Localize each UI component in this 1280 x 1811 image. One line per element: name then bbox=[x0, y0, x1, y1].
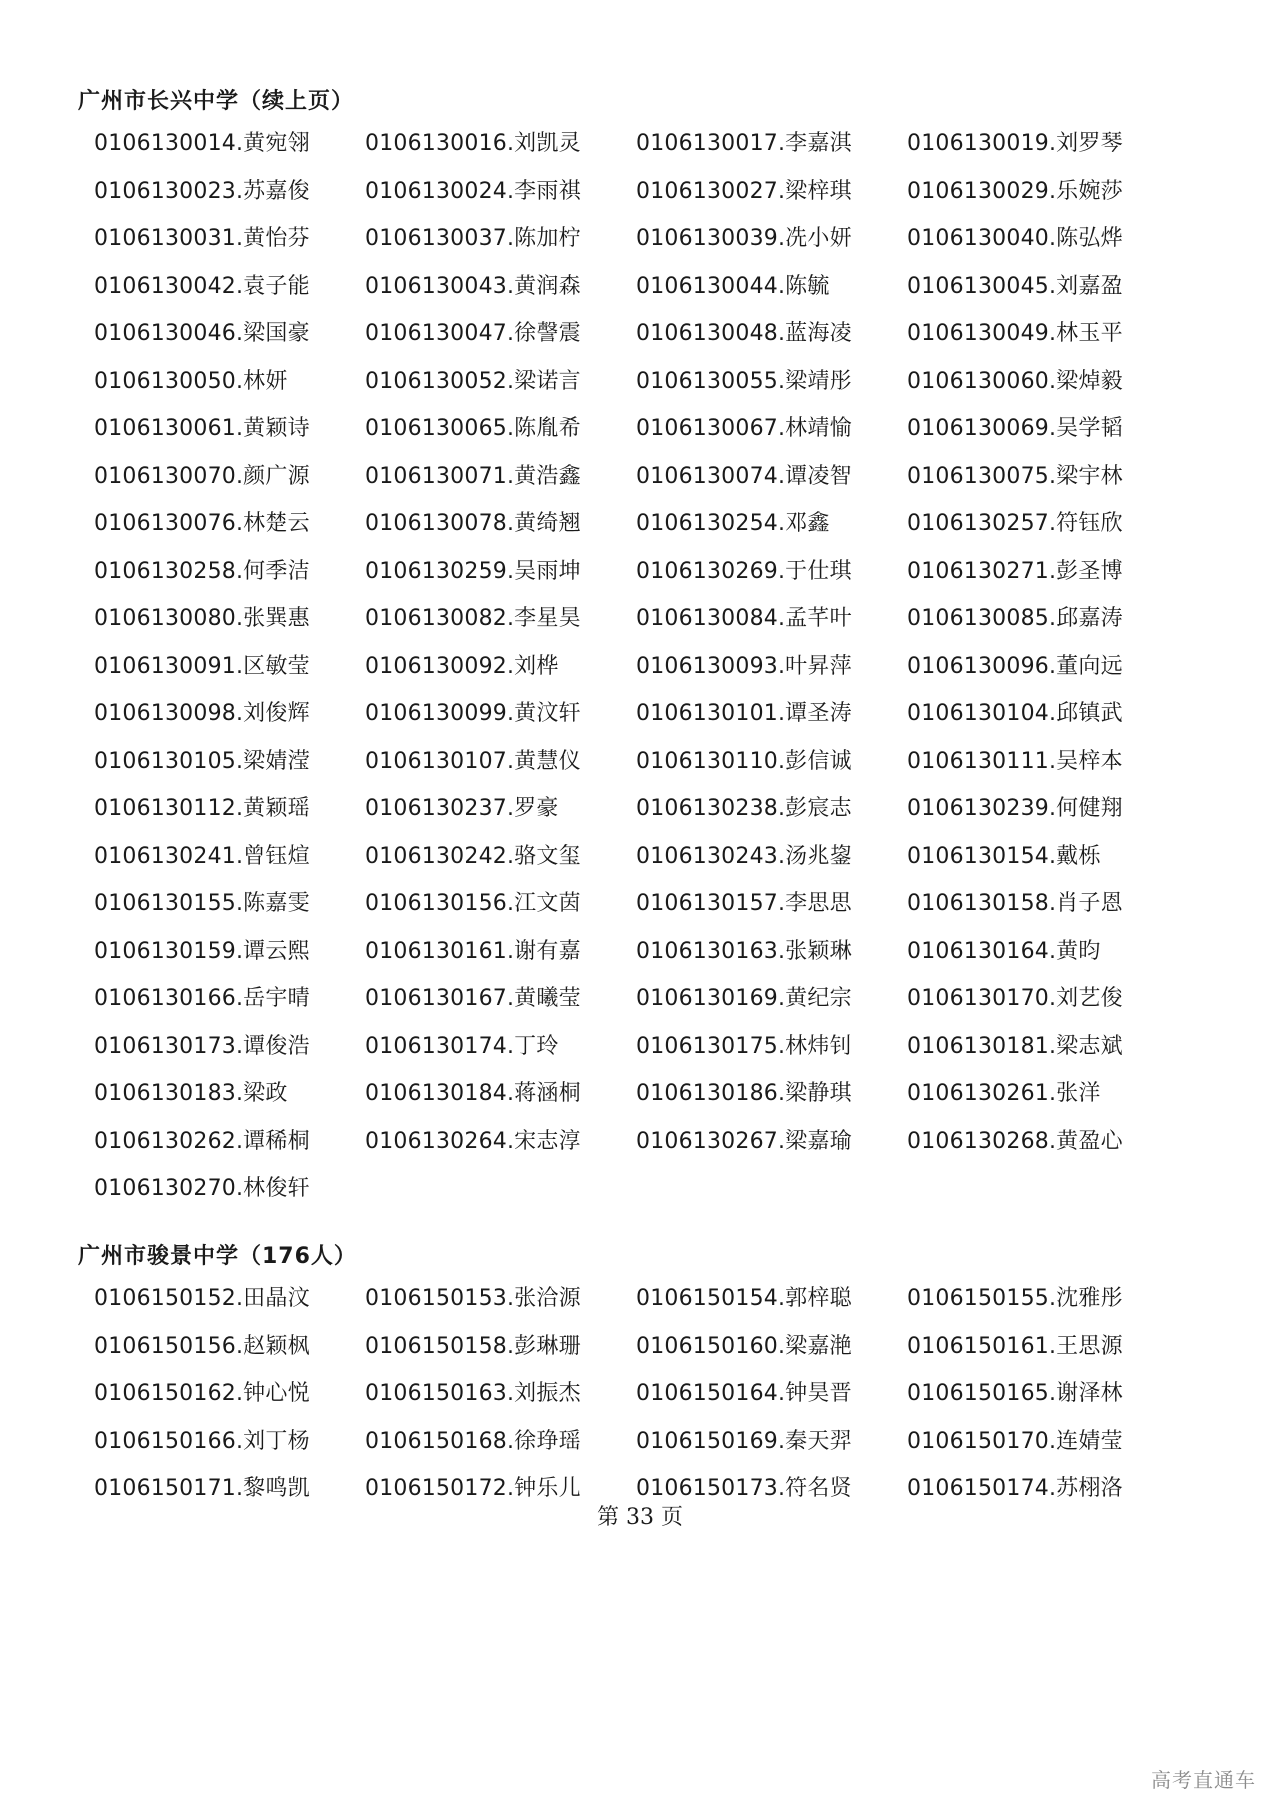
list-row bbox=[94, 1116, 1178, 1164]
student-entry: 0106150169.秦天羿 bbox=[636, 1428, 852, 1454]
student-entry: 0106130071.黄浩鑫 bbox=[365, 463, 581, 489]
student-entry: 0106130099.黄汶轩 bbox=[365, 701, 581, 727]
student-entry: 0106130031.黄怡芬 bbox=[94, 226, 310, 252]
student-entry: 0106130107.黄慧仪 bbox=[365, 748, 581, 774]
student-entry: 0106130044.陈毓 bbox=[636, 273, 830, 299]
student-entry: 0106130060.梁焯毅 bbox=[907, 368, 1123, 394]
student-entry: 0106130023.苏嘉俊 bbox=[94, 178, 310, 204]
student-entry: 0106130069.吴学韬 bbox=[907, 416, 1123, 442]
student-entry: 0106150173.符名贤 bbox=[636, 1476, 852, 1502]
student-entry: 0106130055.梁靖彤 bbox=[636, 368, 852, 394]
list-row bbox=[94, 831, 1178, 879]
student-entry: 0106130110.彭信诚 bbox=[636, 748, 852, 774]
student-entry: 0106130040.陈弘烨 bbox=[907, 226, 1123, 252]
student-entry: 0106130105.梁婧滢 bbox=[94, 748, 310, 774]
student-entry: 0106130027.梁梓琪 bbox=[636, 178, 852, 204]
student-entry: 0106130017.李嘉淇 bbox=[636, 131, 852, 157]
student-entry: 0106130039.冼小妍 bbox=[636, 226, 852, 252]
student-entry: 0106130170.刘艺俊 bbox=[907, 986, 1123, 1012]
student-entry: 0106130174.丁玲 bbox=[365, 1033, 559, 1059]
list-row bbox=[94, 1416, 1178, 1464]
student-entry: 0106130159.谭云熙 bbox=[94, 938, 310, 964]
student-entry: 0106130046.梁国豪 bbox=[94, 321, 310, 347]
student-entry: 0106130164.黄昀 bbox=[907, 938, 1101, 964]
list-row bbox=[94, 1068, 1178, 1116]
list-row bbox=[94, 1273, 1178, 1321]
list-row bbox=[94, 213, 1178, 261]
student-entry: 0106130175.林炜钊 bbox=[636, 1033, 852, 1059]
student-entry: 0106150174.苏栩洛 bbox=[907, 1476, 1123, 1502]
student-entry: 0106130050.林妍 bbox=[94, 368, 288, 394]
student-entry: 0106130158.肖子恩 bbox=[907, 891, 1123, 917]
student-entry: 0106130239.何健翔 bbox=[907, 796, 1123, 822]
list-row bbox=[94, 356, 1178, 404]
student-entry: 0106150154.郭梓聪 bbox=[636, 1286, 852, 1312]
student-entry: 0106130264.宋志淳 bbox=[365, 1128, 581, 1154]
student-entry: 0106130254.邓鑫 bbox=[636, 511, 830, 537]
student-entry: 0106130101.谭圣涛 bbox=[636, 701, 852, 727]
student-entry: 0106130049.林玉平 bbox=[907, 321, 1123, 347]
student-entry: 0106130014.黄宛翎 bbox=[94, 131, 310, 157]
list-row bbox=[94, 546, 1178, 594]
student-entry: 0106130238.彭宸志 bbox=[636, 796, 852, 822]
student-entry: 0106130047.徐謦震 bbox=[365, 321, 581, 347]
list-row bbox=[94, 783, 1178, 831]
student-entry: 0106130078.黄绮翘 bbox=[365, 511, 581, 537]
student-entry: 0106130084.孟芊叶 bbox=[636, 606, 852, 632]
student-entry: 0106130048.蓝海凌 bbox=[636, 321, 852, 347]
student-entry: 0106130085.邱嘉涛 bbox=[907, 606, 1123, 632]
list-row bbox=[94, 1021, 1178, 1069]
student-entry: 0106130167.黄曦莹 bbox=[365, 986, 581, 1012]
student-entry: 0106130052.梁诺言 bbox=[365, 368, 581, 394]
student-entry: 0106130242.骆文玺 bbox=[365, 843, 581, 869]
list-row bbox=[94, 688, 1178, 736]
student-entry: 0106130186.梁静琪 bbox=[636, 1081, 852, 1107]
student-entry: 0106130070.颜广源 bbox=[94, 463, 310, 489]
student-entry: 0106130166.岳宇晴 bbox=[94, 986, 310, 1012]
list-row bbox=[94, 403, 1178, 451]
student-entry: 0106130043.黄润森 bbox=[365, 273, 581, 299]
student-entry: 0106130037.陈加柠 bbox=[365, 226, 581, 252]
student-entry: 0106130029.乐婉莎 bbox=[907, 178, 1123, 204]
student-entry: 0106130091.区敏莹 bbox=[94, 653, 310, 679]
student-entry: 0106130237.罗豪 bbox=[365, 796, 559, 822]
student-entry: 0106130075.梁宇林 bbox=[907, 463, 1123, 489]
student-entry: 0106150162.钟心悦 bbox=[94, 1381, 310, 1407]
student-entry: 0106130243.汤兆鋆 bbox=[636, 843, 852, 869]
student-entry: 0106130181.梁志斌 bbox=[907, 1033, 1123, 1059]
list-row bbox=[94, 118, 1178, 166]
student-entry: 0106150152.田晶汶 bbox=[94, 1286, 310, 1312]
student-entry: 0106130019.刘罗琴 bbox=[907, 131, 1123, 157]
student-entry: 0106130074.谭凌智 bbox=[636, 463, 852, 489]
student-entry: 0106150163.刘振杰 bbox=[365, 1381, 581, 1407]
student-entry: 0106150153.张洽源 bbox=[365, 1286, 581, 1312]
page-number: 第 33 页 bbox=[597, 1505, 683, 1530]
name-list-changxing bbox=[94, 118, 1178, 1211]
list-row bbox=[94, 926, 1178, 974]
watermark-text: 高考直通车 bbox=[1151, 1768, 1256, 1792]
student-entry: 0106130104.邱镇武 bbox=[907, 701, 1123, 727]
student-entry: 0106130257.符钰欣 bbox=[907, 511, 1123, 537]
list-row bbox=[94, 593, 1178, 641]
student-entry: 0106130262.谭稀桐 bbox=[94, 1128, 310, 1154]
student-entry: 0106150172.钟乐儿 bbox=[365, 1476, 581, 1502]
section-title-junjing: 广州市骏景中学（176人） bbox=[78, 1244, 357, 1269]
student-entry: 0106130157.李思思 bbox=[636, 891, 852, 917]
student-entry: 0106130259.吴雨坤 bbox=[365, 558, 581, 584]
student-entry: 0106130184.蒋涵桐 bbox=[365, 1081, 581, 1107]
list-row bbox=[94, 1163, 1178, 1211]
student-entry: 0106130111.吴梓本 bbox=[907, 748, 1123, 774]
list-row bbox=[94, 451, 1178, 499]
student-entry: 0106130156.江文茵 bbox=[365, 891, 581, 917]
list-row bbox=[94, 1368, 1178, 1416]
student-entry: 0106130155.陈嘉雯 bbox=[94, 891, 310, 917]
student-entry: 0106130042.袁子能 bbox=[94, 273, 310, 299]
student-entry: 0106130082.李星昊 bbox=[365, 606, 581, 632]
list-row bbox=[94, 736, 1178, 784]
student-entry: 0106150156.赵颖枫 bbox=[94, 1333, 310, 1359]
list-row bbox=[94, 308, 1178, 356]
student-entry: 0106130269.于仕琪 bbox=[636, 558, 852, 584]
name-list-junjing bbox=[94, 1273, 1178, 1511]
student-entry: 0106150165.谢泽林 bbox=[907, 1381, 1123, 1407]
list-row bbox=[94, 878, 1178, 926]
list-row bbox=[94, 641, 1178, 689]
student-entry: 0106130241.曾钰煊 bbox=[94, 843, 310, 869]
student-entry: 0106130061.黄颖诗 bbox=[94, 416, 310, 442]
student-entry: 0106130112.黄颖瑶 bbox=[94, 796, 310, 822]
student-entry: 0106130065.陈胤希 bbox=[365, 416, 581, 442]
list-row bbox=[94, 166, 1178, 214]
student-entry: 0106130076.林楚云 bbox=[94, 511, 310, 537]
student-entry: 0106130096.董向远 bbox=[907, 653, 1123, 679]
student-entry: 0106130163.张颖琳 bbox=[636, 938, 852, 964]
student-entry: 0106130098.刘俊辉 bbox=[94, 701, 310, 727]
student-entry: 0106130267.梁嘉瑜 bbox=[636, 1128, 852, 1154]
student-entry: 0106130270.林俊轩 bbox=[94, 1176, 310, 1202]
list-row bbox=[94, 973, 1178, 1021]
list-row bbox=[94, 498, 1178, 546]
student-entry: 0106130154.戴栎 bbox=[907, 843, 1101, 869]
student-entry: 0106150158.彭琳珊 bbox=[365, 1333, 581, 1359]
student-entry: 0106150170.连婧莹 bbox=[907, 1428, 1123, 1454]
student-entry: 0106150155.沈雅彤 bbox=[907, 1286, 1123, 1312]
list-row bbox=[94, 1321, 1178, 1369]
student-entry: 0106130045.刘嘉盈 bbox=[907, 273, 1123, 299]
student-entry: 0106130268.黄盈心 bbox=[907, 1128, 1123, 1154]
student-entry: 0106130169.黄纪宗 bbox=[636, 986, 852, 1012]
student-entry: 0106130261.张洋 bbox=[907, 1081, 1101, 1107]
student-entry: 0106130067.林靖愉 bbox=[636, 416, 852, 442]
student-entry: 0106130183.梁政 bbox=[94, 1081, 288, 1107]
student-entry: 0106130092.刘桦 bbox=[365, 653, 559, 679]
student-entry: 0106130161.谢有嘉 bbox=[365, 938, 581, 964]
student-entry: 0106130016.刘凯灵 bbox=[365, 131, 581, 157]
student-entry: 0106150166.刘丁杨 bbox=[94, 1428, 310, 1454]
student-entry: 0106150168.徐琤瑶 bbox=[365, 1428, 581, 1454]
student-entry: 0106150161.王思源 bbox=[907, 1333, 1123, 1359]
student-entry: 0106130258.何季洁 bbox=[94, 558, 310, 584]
student-entry: 0106130080.张巽惠 bbox=[94, 606, 310, 632]
student-entry: 0106150164.钟昊晋 bbox=[636, 1381, 852, 1407]
list-row bbox=[94, 261, 1178, 309]
student-entry: 0106150160.梁嘉滟 bbox=[636, 1333, 852, 1359]
student-entry: 0106130093.叶昇萍 bbox=[636, 653, 852, 679]
student-entry: 0106130024.李雨祺 bbox=[365, 178, 581, 204]
student-entry: 0106130173.谭俊浩 bbox=[94, 1033, 310, 1059]
student-entry: 0106150171.黎鸣凯 bbox=[94, 1476, 310, 1502]
student-entry: 0106130271.彭圣博 bbox=[907, 558, 1123, 584]
section-title-changxing: 广州市长兴中学（续上页） bbox=[78, 89, 355, 114]
